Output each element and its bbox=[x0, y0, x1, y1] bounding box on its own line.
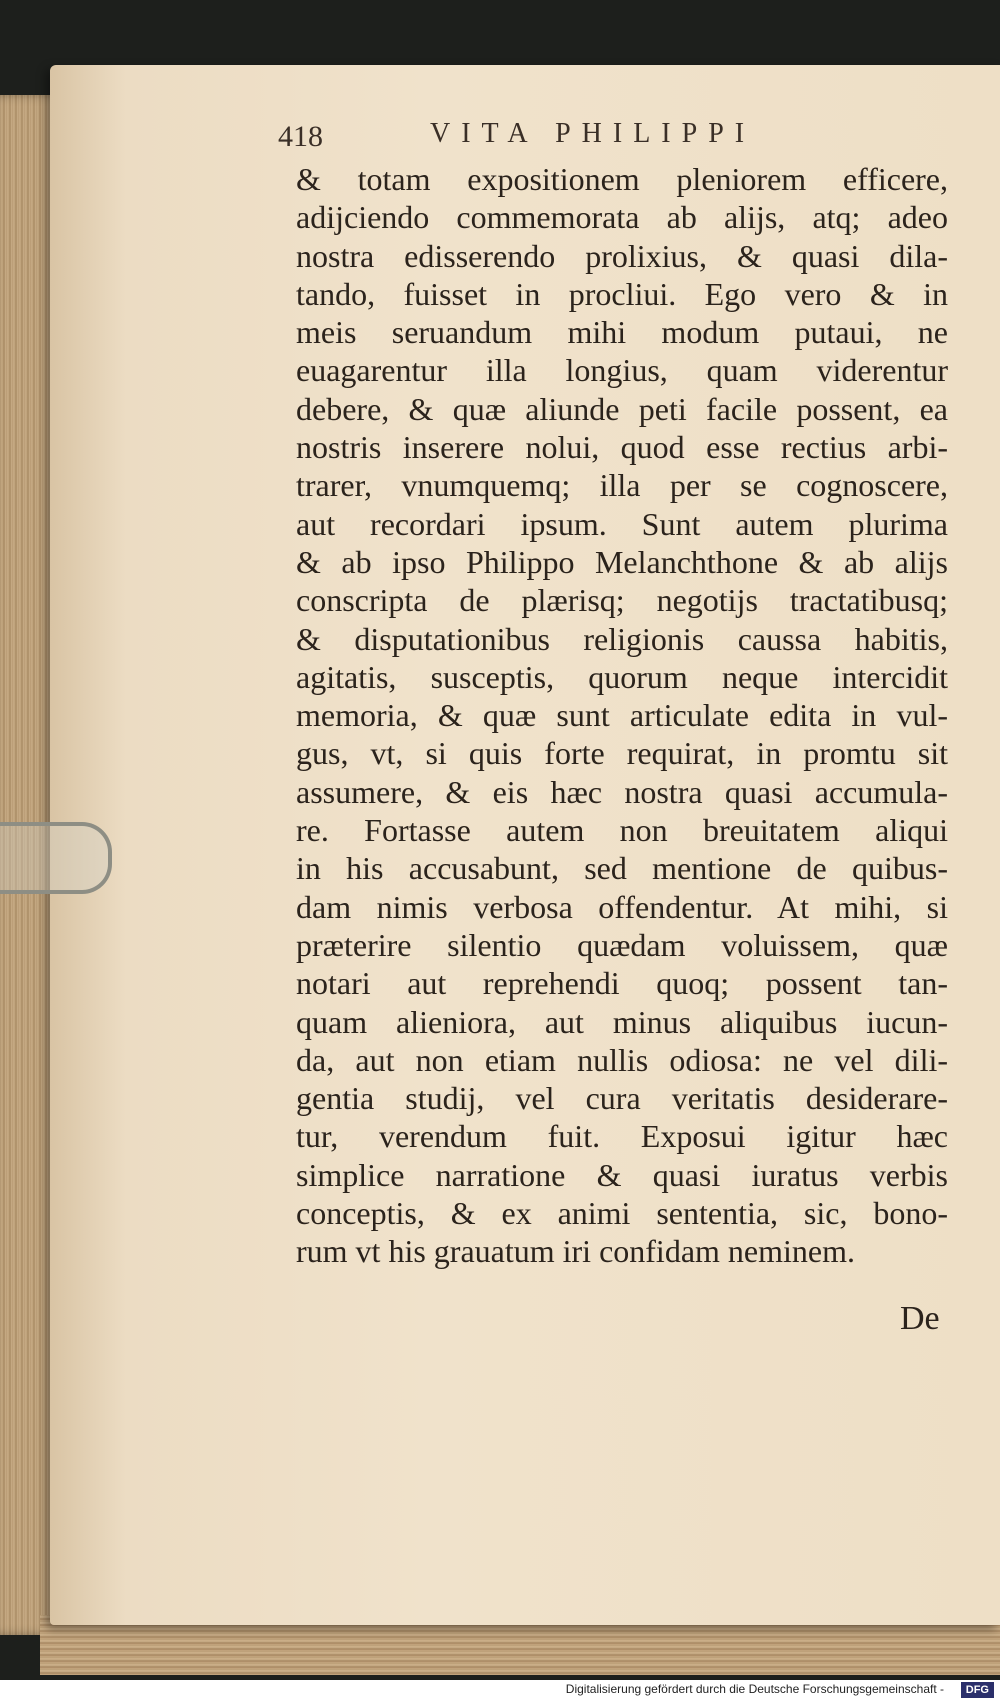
text-line: tur, verendum fuit. Exposui igitur hæc bbox=[296, 1118, 948, 1155]
text-line: gus, vt, si quis forte requirat, in promtu sit bbox=[296, 735, 948, 772]
text-line: tando, fuisset in procliui. Ego vero & in bbox=[296, 275, 948, 312]
text-line: assumere, & eis hæc nostra quasi accumula- bbox=[296, 773, 948, 810]
running-head: VITA PHILIPPI bbox=[430, 118, 756, 149]
text-line: simplice narratione & quasi iuratus verbis bbox=[296, 1156, 948, 1193]
text-line: conscripta de plærisq; negotijs tractatibusq; bbox=[296, 582, 948, 619]
text-line: quam alieniora, aut minus aliquibus iucun- bbox=[296, 1003, 948, 1040]
text-line: trarer, vnumquemq; illa per se cognoscere, bbox=[296, 467, 948, 504]
text-line: dam nimis verbosa offendentur. At mihi, si bbox=[296, 888, 948, 925]
text-line: & ab ipso Philippo Melanchthone & ab alijs bbox=[296, 543, 948, 580]
digitization-credit: Digitalisierung gefördert durch die Deutsche Forschungsgemeinschaft - bbox=[565, 1682, 944, 1696]
text-line: & totam expositionem pleniorem efficere, bbox=[296, 161, 948, 197]
text-line: adijciendo commemorata ab alijs, atq; adeo bbox=[296, 199, 948, 236]
text-line: re. Fortasse autem non breuitatem aliqui bbox=[296, 812, 948, 849]
page-clip bbox=[0, 822, 112, 894]
text-line: nostris inserere nolui, quod esse rectius arbi- bbox=[296, 429, 948, 466]
text-line: debere, & quæ aliunde peti facile possent, ea bbox=[296, 390, 948, 427]
text-line: notari aut reprehendi quoq; possent tan- bbox=[296, 965, 948, 1002]
text-line: euagarentur illa longius, quam viderentur bbox=[296, 352, 948, 389]
text-line: in his accusabunt, sed mentione de quibus- bbox=[296, 850, 948, 887]
footer-bar bbox=[0, 1680, 1000, 1700]
text-line: præterire silentio quædam voluissem, quæ bbox=[296, 926, 948, 963]
page-header bbox=[0, 118, 1000, 158]
catchword: De bbox=[900, 1300, 940, 1337]
body-text bbox=[296, 160, 948, 1271]
text-line: gentia studij, vel cura veritatis desiderare- bbox=[296, 1080, 948, 1117]
text-line: & disputationibus religionis caussa habitis, bbox=[296, 620, 948, 657]
dfg-logo: DFG bbox=[961, 1682, 994, 1698]
text-line: agitatis, susceptis, quorum neque intercidit bbox=[296, 658, 948, 695]
text-line: aut recordari ipsum. Sunt autem plurima bbox=[296, 505, 948, 542]
text-line: da, aut non etiam nullis odiosa: ne vel dili- bbox=[296, 1041, 948, 1078]
text-line: conceptis, & ex animi sententia, sic, bono- bbox=[296, 1195, 948, 1232]
text-line: nostra edisserendo prolixius, & quasi dila- bbox=[296, 237, 948, 274]
page-number: 418 bbox=[278, 120, 323, 153]
text-line: rum vt his grauatum iri confidam neminem. bbox=[296, 1233, 855, 1270]
text-line: meis seruandum mihi modum putaui, ne bbox=[296, 314, 948, 351]
text-line: memoria, & quæ sunt articulate edita in vul- bbox=[296, 697, 948, 734]
